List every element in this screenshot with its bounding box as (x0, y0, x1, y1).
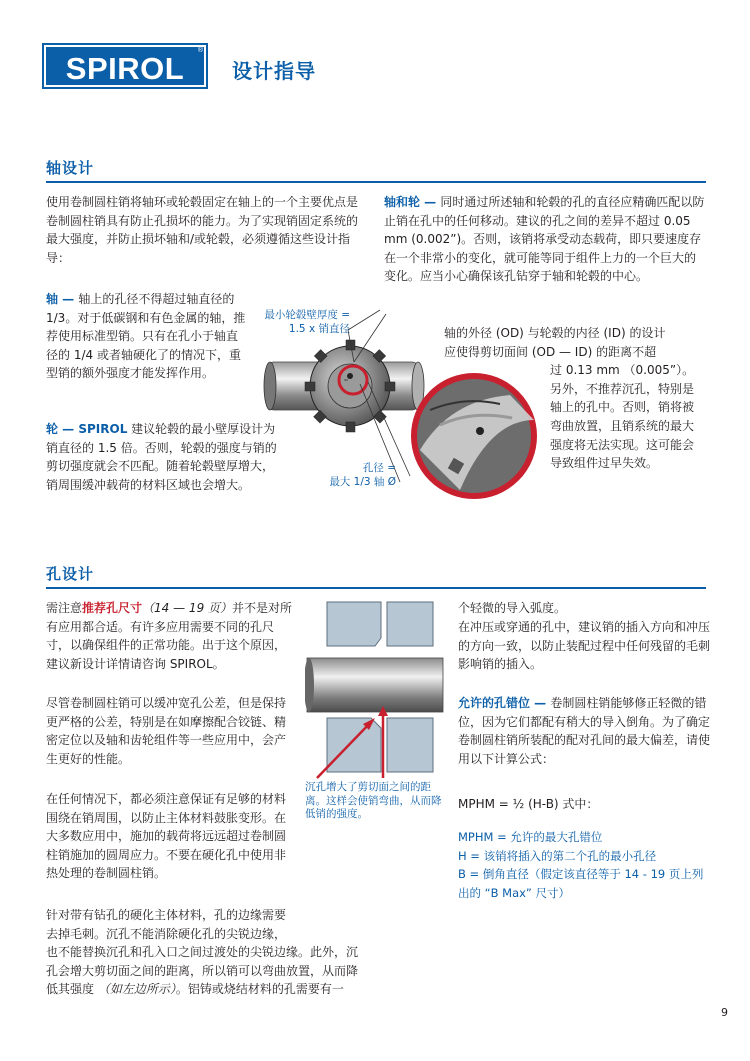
shaft-hub-label: 轴和轮 — (384, 195, 441, 209)
hub-paragraph (46, 420, 278, 494)
od-paragraph (444, 324, 712, 473)
hole-p1-a: 需注意 (46, 601, 83, 615)
od-line-6: 弯曲放置，且销系统的最大 (550, 418, 695, 433)
recommended-hole-size-link[interactable]: 推荐孔尺寸 (82, 601, 143, 615)
definition-h: H = 该销将插入的第二个孔的最小孔径 (458, 848, 657, 863)
hole-section-title: 孔设计 (46, 565, 95, 583)
od-line-1: 轴的外径 (OD) 与轮毂的内径 (ID) 的设计 (444, 326, 666, 340)
gear (305, 340, 395, 432)
countersink-caption: 沉孔增大了剪切面之间的距离。这样会使销弯曲，从而降低销的强度。 (305, 781, 442, 820)
shaft-hub-text: 同时通过所述轴和轮毂的孔的直径应精确匹配以防止销在孔中的任何移动。建议的孔之间的差异不超过 0.05 mm (0.002”)。否则，该销将承受动态载荷，即只要速度存在一个非常小的变化，就可能等同于组件上力的一个巨大的变化。应当小心确保该孔钻穿于轴和轮毂的中心。 (384, 195, 705, 284)
page-number: 9 (721, 1006, 728, 1019)
shaft-end-left (264, 362, 276, 410)
misalignment-label: 允许的孔错位 — (458, 696, 551, 710)
od-line-4: 另外，不推荐沉孔，特别是 (550, 381, 695, 396)
countersink-figure (305, 600, 445, 780)
wall-thickness-label-line2: 1.5 x 销直径 (288, 322, 350, 335)
registered-mark: ® (197, 47, 203, 54)
hole-p4-last-ref: （如左边所示） (97, 982, 176, 997)
hole-p1 (46, 599, 296, 673)
shaft-label: 轴 — (46, 292, 79, 306)
wall-thickness-label-line1: 最小轮毂壁厚度 = (264, 309, 350, 321)
wall-dim-line (348, 310, 380, 330)
hub-text: 建议轮毂的最小壁厚设计为销直径的 1.5 倍。否则，轮毂的强度与销的剪切强度就会不匹配。随着轮毂壁厚增大，销周围缓冲载荷的材料区域也会增大。 (46, 422, 277, 492)
mphm-formula: MPHM = ½ (H-B) 式中： (458, 797, 599, 811)
page-header-title: 设计指导 (232, 59, 316, 83)
formula-definitions (458, 828, 710, 902)
hub-label: 轮 — SPIROL (46, 422, 128, 436)
shaft-section-rule (46, 181, 706, 183)
shaft-text: 轴上的孔径不得超过轴直径的 1/3。对于低碳钢和有色金属的轴，推荐使用标准型销。只有在孔小于轴直径的 1/4 或者轴硬化了的情况下，重型销的额外强度才能发挥作用。 (46, 292, 246, 381)
od-line-8: 导致组件过早失效。 (550, 456, 659, 471)
od-line-5: 轴上的孔中。否则，销将被 (550, 400, 695, 415)
hole-p4-line-1: 针对带有钻孔的硬化主体材料，孔的边缘需要 (46, 908, 287, 922)
od-line-3: 过 0.13 mm （0.005”）。 (550, 363, 695, 378)
od-line-7: 强度将无法实现。这可能会 (550, 437, 695, 452)
hole-p2: 尽管卷制圆柱销可以缓冲宽孔公差，但是保持更严格的公差，特别是在如摩擦配合铰链、精密定位以及轴和齿轮组件等一些应用中，会产生更好的性能。 (46, 696, 287, 766)
spring-pin (307, 658, 443, 712)
hole-diameter-label-line2: 最大 1/3 轴 Ø (329, 475, 396, 488)
misalignment-text: 卷制圆柱销能够修正轻微的错位，因为它们都配有稍大的导入倒角。为了确定卷制圆柱销所装配的配对孔间的最大偏差，请使用以下计算公式： (458, 696, 711, 766)
hole-p4-last-b: 。铝铸或烧结材料的孔需要有一 (175, 982, 344, 997)
od-line-2: 应使得剪切面间 (OD — ID) 的距离不超 (444, 344, 657, 359)
wall-thickness-label (228, 309, 350, 336)
hole-p4-last-a: 低其强度 (46, 982, 98, 997)
hole-p1-b: 并不是对所有应用都合适。有许多应用需要不同的孔尺寸，以确保组件的正常功能。出于这个原因，建议新设计详情请咨询 SPIROL。 (46, 601, 293, 671)
hole-p4-line-3: 也不能替换沉孔和孔入口之间过渡处的尖锐边缘。此外，沉 (46, 945, 359, 960)
hole-p4-line-4: 孔会增大剪切面之间的距离，所以销可以弯曲放置，从而降 (46, 963, 359, 978)
hole-diameter-label (290, 462, 396, 489)
hole-p4-line-2: 去掉毛刺。沉孔不能消除硬化孔的尖锐边缘， (46, 926, 287, 941)
hole-right-p1: 个轻微的导入弧度。 (458, 601, 567, 615)
spirol-logo (42, 43, 208, 89)
shaft-hub-paragraph (384, 193, 706, 286)
hole-p3: 在任何情况下，都必须注意保证有足够的材料围绕在销周围，以防止主体材料鼓胀变形。在大多数应用中，施加的载荷将远远超过卷制圆柱销施加的圆周应力。不要在硬化孔中使用非热处理的卷制圆柱销。 (46, 792, 287, 881)
hole-p4 (46, 906, 376, 999)
hole-p1-ref: （14 — 19 页） (142, 601, 233, 615)
hole-section-rule (46, 587, 706, 589)
definition-b: B = 倒角直径（假定该直径等于 14 - 19 页上列出的 “B Max” 尺寸） (458, 867, 704, 900)
misalignment-paragraph (458, 694, 710, 768)
hole-diameter-label-line1: 孔径 = (362, 462, 396, 474)
definition-mphm: MPHM = 允许的最大孔错位 (458, 830, 603, 844)
logo-text: SPIROL (65, 51, 185, 86)
shaft-section-title: 轴设计 (46, 159, 95, 177)
hole-right-p2: 在冲压或穿通的孔中，建议销的插入方向和冲压的方向一致，以防止装配过程中任何残留的毛刺影响销的插入。 (458, 620, 711, 672)
shaft-paragraph (46, 290, 246, 383)
shaft-intro: 使用卷制圆柱销将轴环或轮毂固定在轴上的一个主要优点是卷制圆柱销具有防止孔损坏的能力。为了实现销固定系统的最大强度，并防止损坏轴和/或轮毂，必须遵循这些设计指导： (46, 195, 359, 265)
